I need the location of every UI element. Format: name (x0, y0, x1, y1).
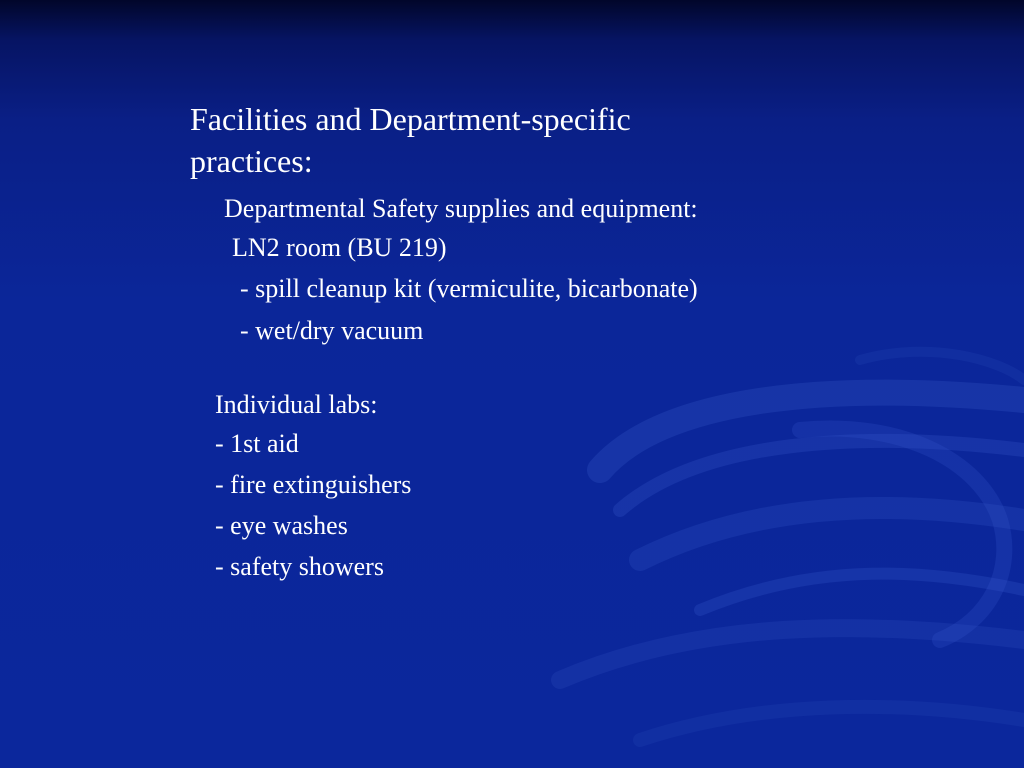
labs-heading: Individual labs: (215, 390, 378, 419)
lab-item-eye-washes: - eye washes (215, 511, 348, 540)
lab-item-safety-showers: - safety showers (215, 552, 384, 581)
slide-title (190, 98, 631, 182)
lab-item-fire-extinguishers: - fire extinguishers (215, 470, 412, 499)
lab-item-first-aid: - 1st aid (215, 429, 299, 458)
ln2-item-wet-dry-vacuum: - wet/dry vacuum (240, 316, 424, 345)
dept-supplies-heading: Departmental Safety supplies and equipment: (224, 194, 698, 223)
ln2-room-label: LN2 room (BU 219) (232, 233, 447, 262)
ln2-item-spill-kit: - spill cleanup kit (vermiculite, bicarbonate) (240, 274, 698, 303)
title-line-1: Facilities and Department-specific (190, 101, 631, 137)
title-line-2: practices: (190, 143, 313, 179)
